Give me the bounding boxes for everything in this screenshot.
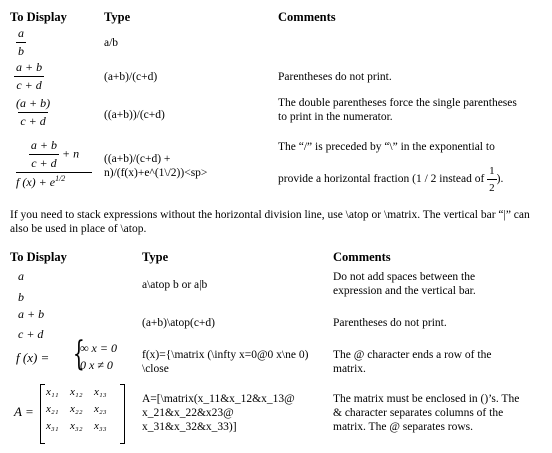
comment-bigmatrix-2: & character separates columns of the	[333, 407, 504, 419]
right-bracket	[120, 384, 125, 444]
matrix-cell: x₃₁	[46, 420, 59, 432]
fraction-paren-apb-over-cpd: $\frac{(a + b)}{c + d}$	[16, 96, 51, 128]
table1-header-type: Type	[104, 10, 131, 24]
matrix-cell: x₁₁	[46, 386, 59, 398]
type-double-paren: ((a+b))/(c+d)	[104, 109, 165, 121]
table1-header-display: To Display	[10, 10, 67, 24]
matrix-cell: x₂₁	[46, 403, 59, 415]
comment-parentheses: Parentheses do not print.	[278, 71, 392, 83]
complex-fraction: $\frac{a + b}{c + d}$ + n f $(x) + e^{1/2}$	[16, 138, 92, 190]
left-bracket	[40, 384, 45, 444]
piecewise-lhs: f (x) =	[16, 350, 50, 365]
type-matrix-1: f(x)={\matrix (\infty x=0@0 x\ne 0)	[142, 349, 309, 361]
matrix-lhs: A =	[14, 404, 34, 419]
comment-atop-1: Do not add spaces between the	[333, 271, 476, 283]
table2-header-comments: Comments	[333, 250, 391, 264]
matrix-cell: x₁₂	[70, 386, 83, 398]
matrix-cell: x₂₂	[70, 403, 83, 415]
matrix-body	[46, 386, 118, 432]
stack-a-b: a b	[18, 269, 24, 304]
type-apb-over-cpd: (a+b)/(c+d)	[104, 71, 158, 83]
table2-header-type: Type	[142, 250, 169, 264]
comment-matrix-1: The @ character ends a row of the	[333, 349, 492, 361]
type-bigmatrix-1: A=[\matrix(x_11&x_12&x_13@	[142, 393, 295, 405]
comment-bigmatrix-3: matrix. The @ separates rows.	[333, 421, 474, 433]
matrix-cell: x₂₃	[94, 403, 107, 415]
fraction-a-over-b: $\frac{a}{b}$	[18, 26, 24, 58]
comment-double-paren-2: to print in the numerator.	[278, 111, 393, 123]
comment-bigmatrix-1: The matrix must be enclosed in ()’s. The	[333, 393, 520, 405]
type-atop-paren: (a+b)\atop(c+d)	[142, 317, 215, 329]
table2-header-display: To Display	[10, 250, 67, 264]
comment-exponential-1: The “/” is preceded by “\” in the exponential to	[278, 141, 495, 153]
piecewise-cases: ∞ x = 0 0 x ≠ 0	[80, 341, 117, 372]
matrix-cell: x₃₂	[70, 420, 83, 432]
comment-double-paren-1: The double parentheses force the single parentheses	[278, 97, 517, 109]
type-matrix-2: \close	[142, 363, 169, 375]
comment-exponential-2: provide a horizontal fraction (1 / 2 instead of $\frac{1}{2}$ ).	[278, 165, 504, 194]
type-a-over-b: a/b	[104, 37, 119, 49]
comment-atop-paren: Parentheses do not print.	[333, 317, 447, 329]
type-complex-2: n)/(f(x)+e^(1\/2))<sp>	[104, 167, 208, 179]
comment-matrix-2: matrix.	[333, 363, 366, 375]
matrix-cell: x₁₃	[94, 386, 107, 398]
comment-atop-2: expression and the vertical bar.	[333, 285, 476, 297]
stack-apb-cpd: a + b c + d	[18, 307, 45, 341]
type-bigmatrix-3: x_31&x_32&x_33)]	[142, 421, 237, 433]
stacking-paragraph: If you need to stack expressions without the horizontal division line, use \atop or \matrix. The vertical bar “|” can also be used in place of \atop.	[10, 209, 530, 235]
fraction-apb-over-cpd: $\frac{a + b}{c + d}$	[16, 60, 43, 92]
matrix-cell: x₃₃	[94, 420, 107, 432]
left-brace: {	[72, 334, 85, 374]
type-complex-1: ((a+b)/(c+d) +	[104, 153, 171, 165]
table1-header-comments: Comments	[278, 10, 336, 24]
type-atop: a\atop b or a|b	[142, 279, 208, 291]
type-bigmatrix-2: x_21&x_22&x23@	[142, 407, 234, 419]
